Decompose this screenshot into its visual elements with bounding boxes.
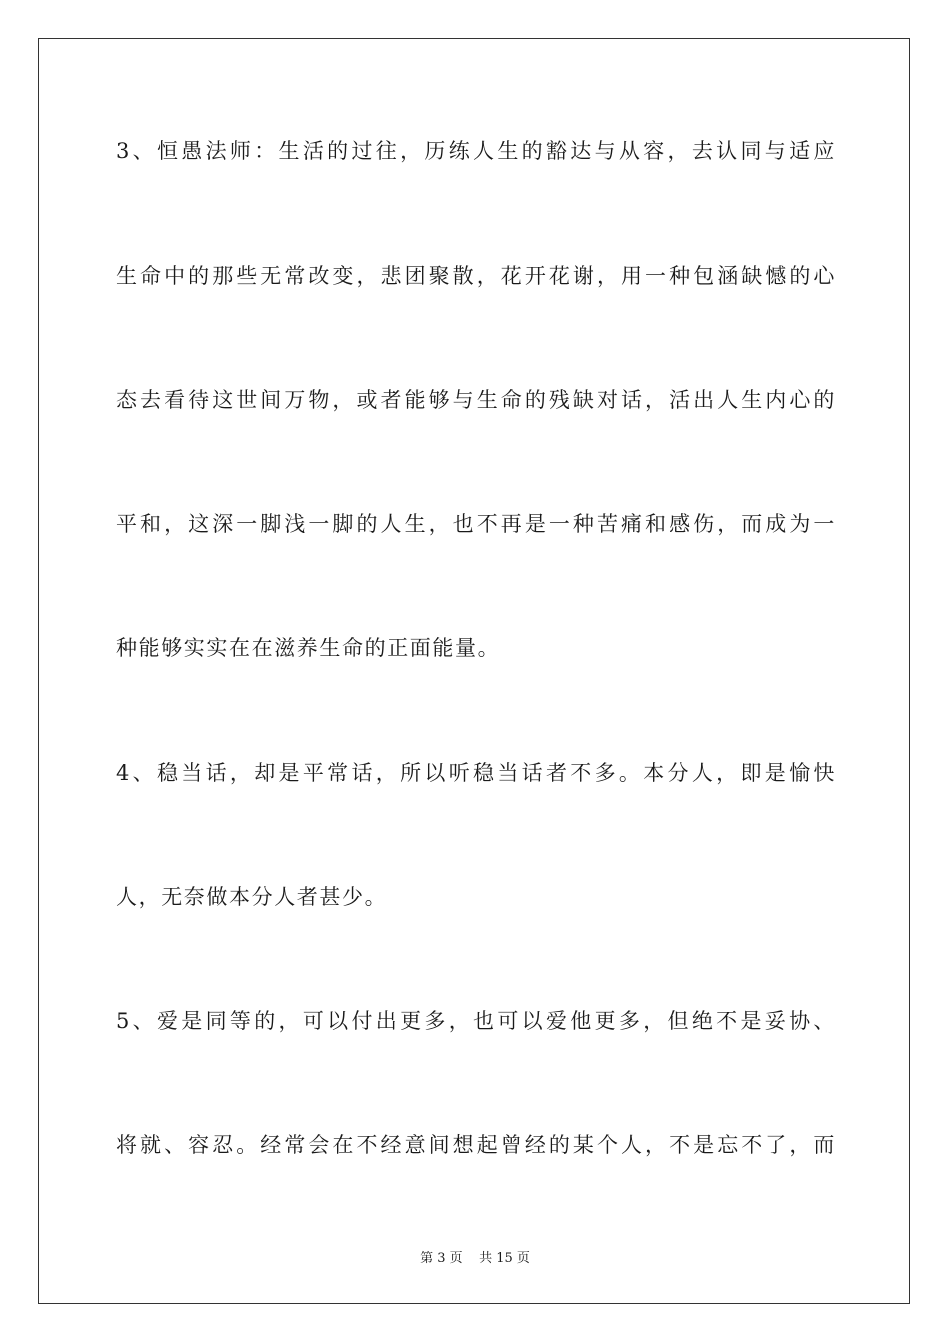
paragraph-4-line-1: 4、稳当话，却是平常话，所以听稳当话者不多。本分人，即是愉快 bbox=[116, 761, 836, 785]
paragraph-3-line-4: 平和，这深一脚浅一脚的人生，也不再是一种苦痛和感伤，而成为一 bbox=[116, 512, 836, 536]
page-number-footer: 第 3 页 共 15 页 bbox=[420, 1251, 530, 1266]
paragraph-3-line-5: 种能够实实在在滋养生命的正面能量。 bbox=[116, 636, 501, 660]
paragraph-3-line-3: 态去看待这世间万物，或者能够与生命的残缺对话，活出人生内心的 bbox=[116, 388, 836, 412]
paragraph-4-line-2: 人，无奈做本分人者甚少。 bbox=[116, 885, 388, 909]
paragraph-3-line-2: 生命中的那些无常改变，悲团聚散，花开花谢，用一种包涵缺憾的心 bbox=[116, 264, 836, 288]
paragraph-5-line-2: 将就、容忍。经常会在不经意间想起曾经的某个人，不是忘不了，而 bbox=[116, 1133, 836, 1157]
page-border bbox=[38, 38, 910, 1304]
paragraph-3-line-1: 3、恒愚法师：生活的过往，历练人生的豁达与从容，去认同与适应 bbox=[116, 139, 836, 163]
paragraph-5-line-1: 5、爱是同等的，可以付出更多，也可以爱他更多，但绝不是妥协、 bbox=[116, 1009, 836, 1033]
